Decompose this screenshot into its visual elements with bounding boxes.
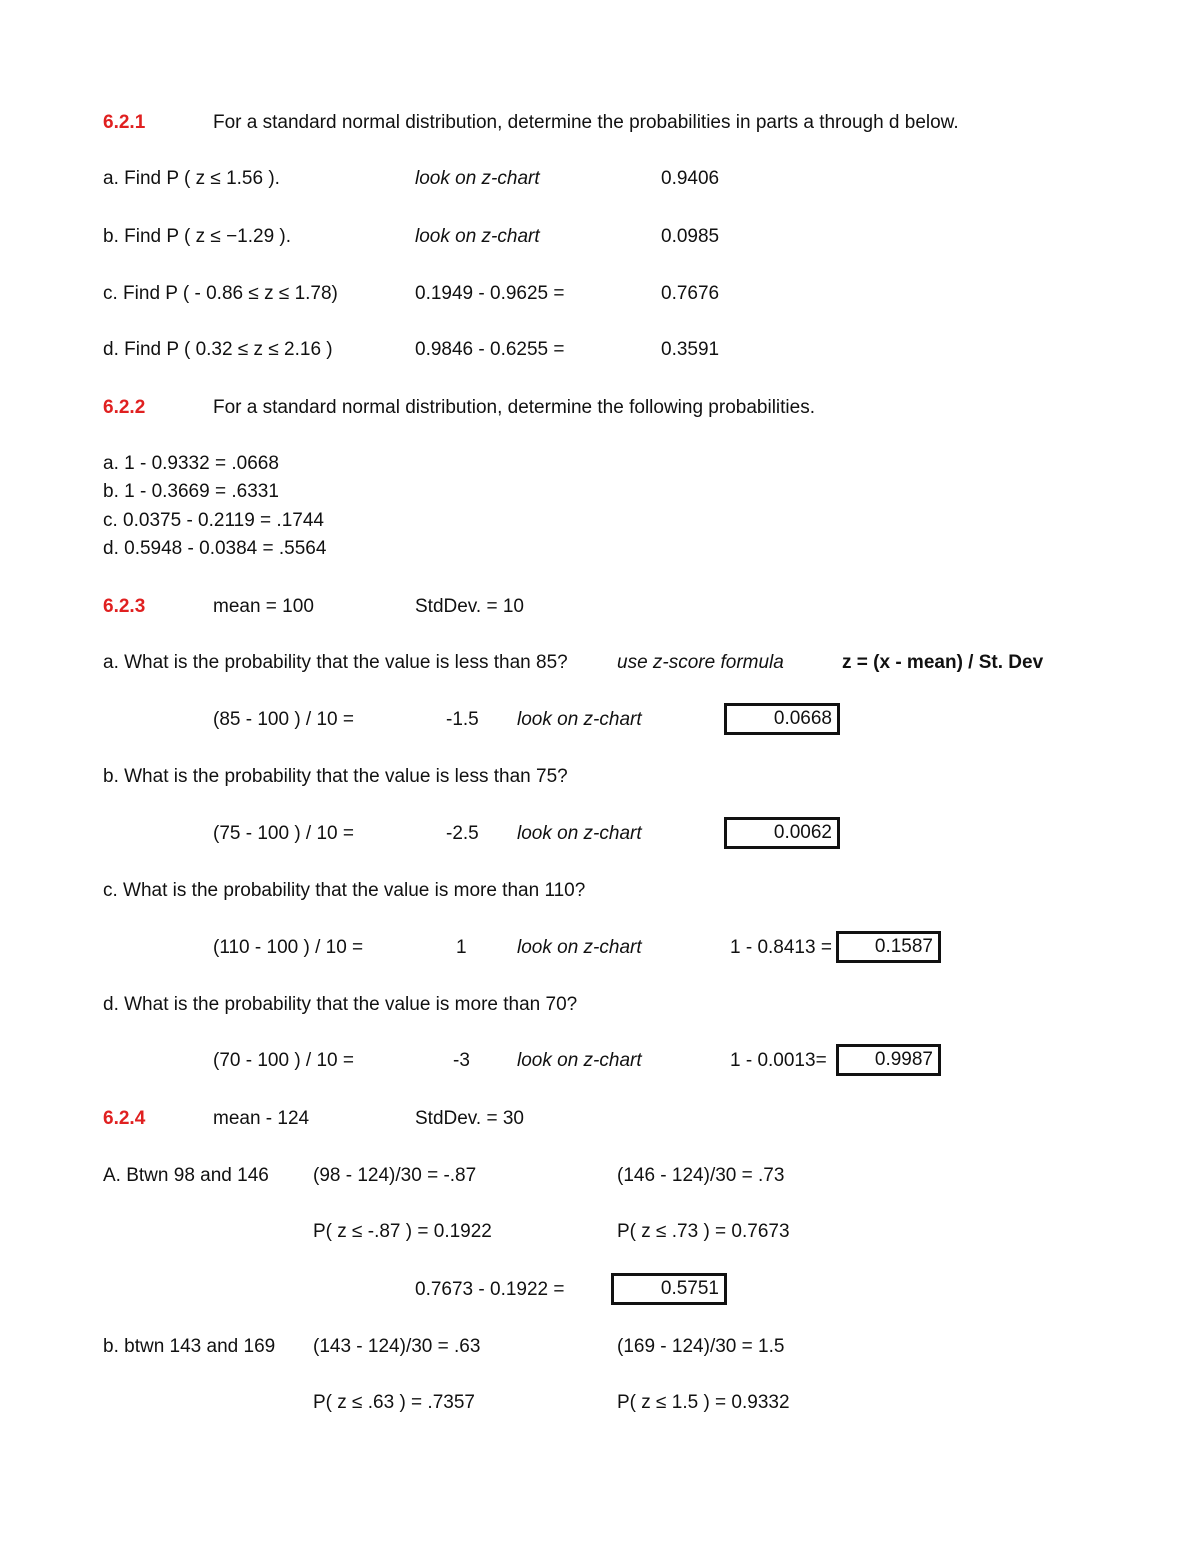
prob-upper: P( z ≤ 1.5 ) = 0.9332 (617, 1392, 790, 1413)
section-prompt: For a standard normal distribution, determine the following probabilities. (213, 397, 815, 418)
mean-value: mean = 100 (213, 596, 314, 617)
section-number: 6.2.4 (103, 1108, 146, 1129)
section-prompt: For a standard normal distribution, determine the probabilities in parts a through d below. (213, 112, 959, 133)
answer-line: d. 0.5948 - 0.0384 = .5564 (103, 538, 327, 559)
z-score-formula: z = (x - mean) / St. Dev (842, 652, 1044, 673)
calculation: (110 - 100 ) / 10 = (213, 937, 364, 958)
work-note: look on z-chart (517, 1050, 642, 1071)
work-note: 0.9846 - 0.6255 = (415, 339, 565, 360)
boxed-answer: 0.9987 (836, 1044, 941, 1076)
difference-calc: 0.7673 - 0.1922 = (415, 1279, 565, 1300)
question: a. Find P ( z ≤ 1.56 ). (103, 168, 280, 189)
z-calc-lower: (143 - 124)/30 = .63 (313, 1336, 481, 1357)
complement-calc: 1 - 0.8413 = (730, 937, 832, 958)
question: a. What is the probability that the value is less than 85? (103, 652, 568, 673)
question: b. What is the probability that the value is less than 75? (103, 766, 568, 787)
hint: use z-score formula (617, 652, 784, 673)
z-calc-upper: (169 - 124)/30 = 1.5 (617, 1336, 785, 1357)
z-value: -1.5 (446, 709, 479, 730)
work-note: look on z-chart (517, 709, 642, 730)
stddev-value: StdDev. = 30 (415, 1108, 524, 1129)
z-value: 1 (456, 937, 467, 958)
stddev-value: StdDev. = 10 (415, 596, 524, 617)
work-note: look on z-chart (517, 937, 642, 958)
work-note: look on z-chart (415, 168, 540, 189)
prob-upper: P( z ≤ .73 ) = 0.7673 (617, 1221, 790, 1242)
question: d. What is the probability that the value is more than 70? (103, 994, 578, 1015)
z-calc-upper: (146 - 124)/30 = .73 (617, 1165, 785, 1186)
boxed-answer: 0.5751 (611, 1273, 727, 1305)
answer: 0.3591 (661, 339, 720, 360)
prob-lower: P( z ≤ .63 ) = .7357 (313, 1392, 475, 1413)
calculation: (70 - 100 ) / 10 = (213, 1050, 354, 1071)
part-label: b. btwn 143 and 169 (103, 1336, 276, 1357)
complement-calc: 1 - 0.0013= (730, 1050, 827, 1071)
boxed-answer: 0.1587 (836, 931, 941, 963)
mean-value: mean - 124 (213, 1108, 310, 1129)
section-number: 6.2.2 (103, 397, 146, 418)
calculation: (85 - 100 ) / 10 = (213, 709, 354, 730)
answer: 0.7676 (661, 283, 720, 304)
question: c. Find P ( - 0.86 ≤ z ≤ 1.78) (103, 283, 338, 304)
question: c. What is the probability that the value is more than 110? (103, 880, 586, 901)
answer-line: a. 1 - 0.9332 = .0668 (103, 453, 279, 474)
answer-line: b. 1 - 0.3669 = .6331 (103, 481, 279, 502)
answer-line: c. 0.0375 - 0.2119 = .1744 (103, 510, 324, 531)
section-number: 6.2.3 (103, 596, 146, 617)
section-number: 6.2.1 (103, 112, 146, 133)
work-note: look on z-chart (517, 823, 642, 844)
question: d. Find P ( 0.32 ≤ z ≤ 2.16 ) (103, 339, 333, 360)
answer: 0.9406 (661, 168, 720, 189)
answer: 0.0985 (661, 226, 720, 247)
calculation: (75 - 100 ) / 10 = (213, 823, 354, 844)
z-value: -2.5 (446, 823, 479, 844)
question: b. Find P ( z ≤ −1.29 ). (103, 226, 292, 247)
work-note: look on z-chart (415, 226, 540, 247)
work-note: 0.1949 - 0.9625 = (415, 283, 565, 304)
boxed-answer: 0.0062 (724, 817, 840, 849)
prob-lower: P( z ≤ -.87 ) = 0.1922 (313, 1221, 492, 1242)
boxed-answer: 0.0668 (724, 703, 840, 735)
z-value: -3 (453, 1050, 470, 1071)
z-calc-lower: (98 - 124)/30 = -.87 (313, 1165, 477, 1186)
part-label: A. Btwn 98 and 146 (103, 1165, 269, 1186)
